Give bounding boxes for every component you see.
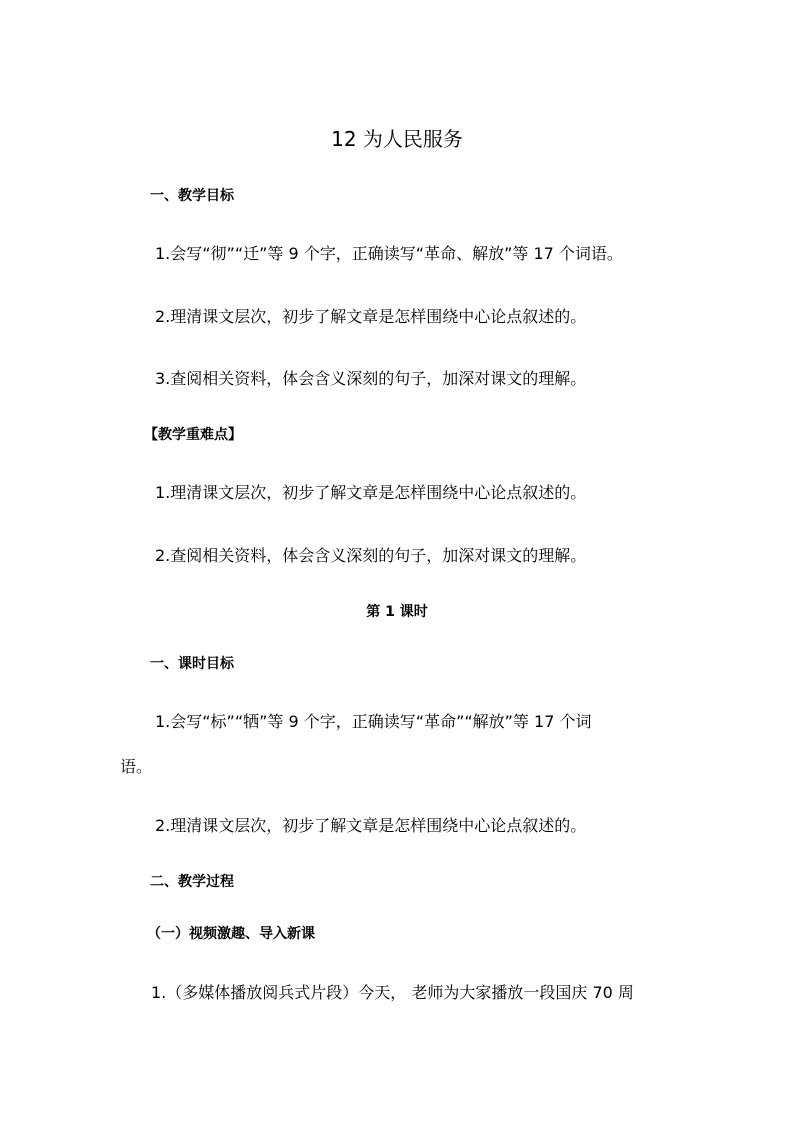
lesson-goal-item: 2.理清课文层次，初步了解文章是怎样围绕中心论点叙述的。 (155, 816, 587, 835)
lesson-goal-item-continuation: 语。 (120, 757, 153, 776)
section-heading-teaching-process: 二、教学过程 (150, 874, 234, 890)
section-heading-teaching-goals: 一、教学目标 (150, 188, 234, 204)
lesson-heading: 第 1 课时 (366, 604, 428, 620)
teaching-goal-item: 3.查阅相关资料，体会含义深刻的句子，加深对课文的理解。 (155, 369, 587, 388)
step-heading: （一）视频激趣、导入新课 (147, 926, 315, 942)
step-paragraph: 1.（多媒体播放阅兵式片段）今天， 老师为大家播放一段国庆 70 周 (151, 983, 634, 1002)
teaching-goal-item: 2.理清课文层次，初步了解文章是怎样围绕中心论点叙述的。 (155, 307, 587, 326)
section-heading-lesson-goals: 一、课时目标 (150, 656, 234, 672)
document-title: 12 为人民服务 (331, 127, 463, 151)
key-point-item: 1.理清课文层次，初步了解文章是怎样围绕中心论点叙述的。 (155, 483, 587, 502)
lesson-goal-item: 1.会写“标”“牺”等 9 个字，正确读写“革命”“解放”等 17 个词 (155, 712, 592, 731)
key-point-item: 2.查阅相关资料，体会含义深刻的句子，加深对课文的理解。 (155, 546, 587, 565)
section-heading-key-points: 【教学重难点】 (144, 427, 242, 443)
teaching-goal-item: 1.会写“彻”“迁”等 9 个字，正确读写“革命、解放”等 17 个词语。 (155, 244, 623, 263)
